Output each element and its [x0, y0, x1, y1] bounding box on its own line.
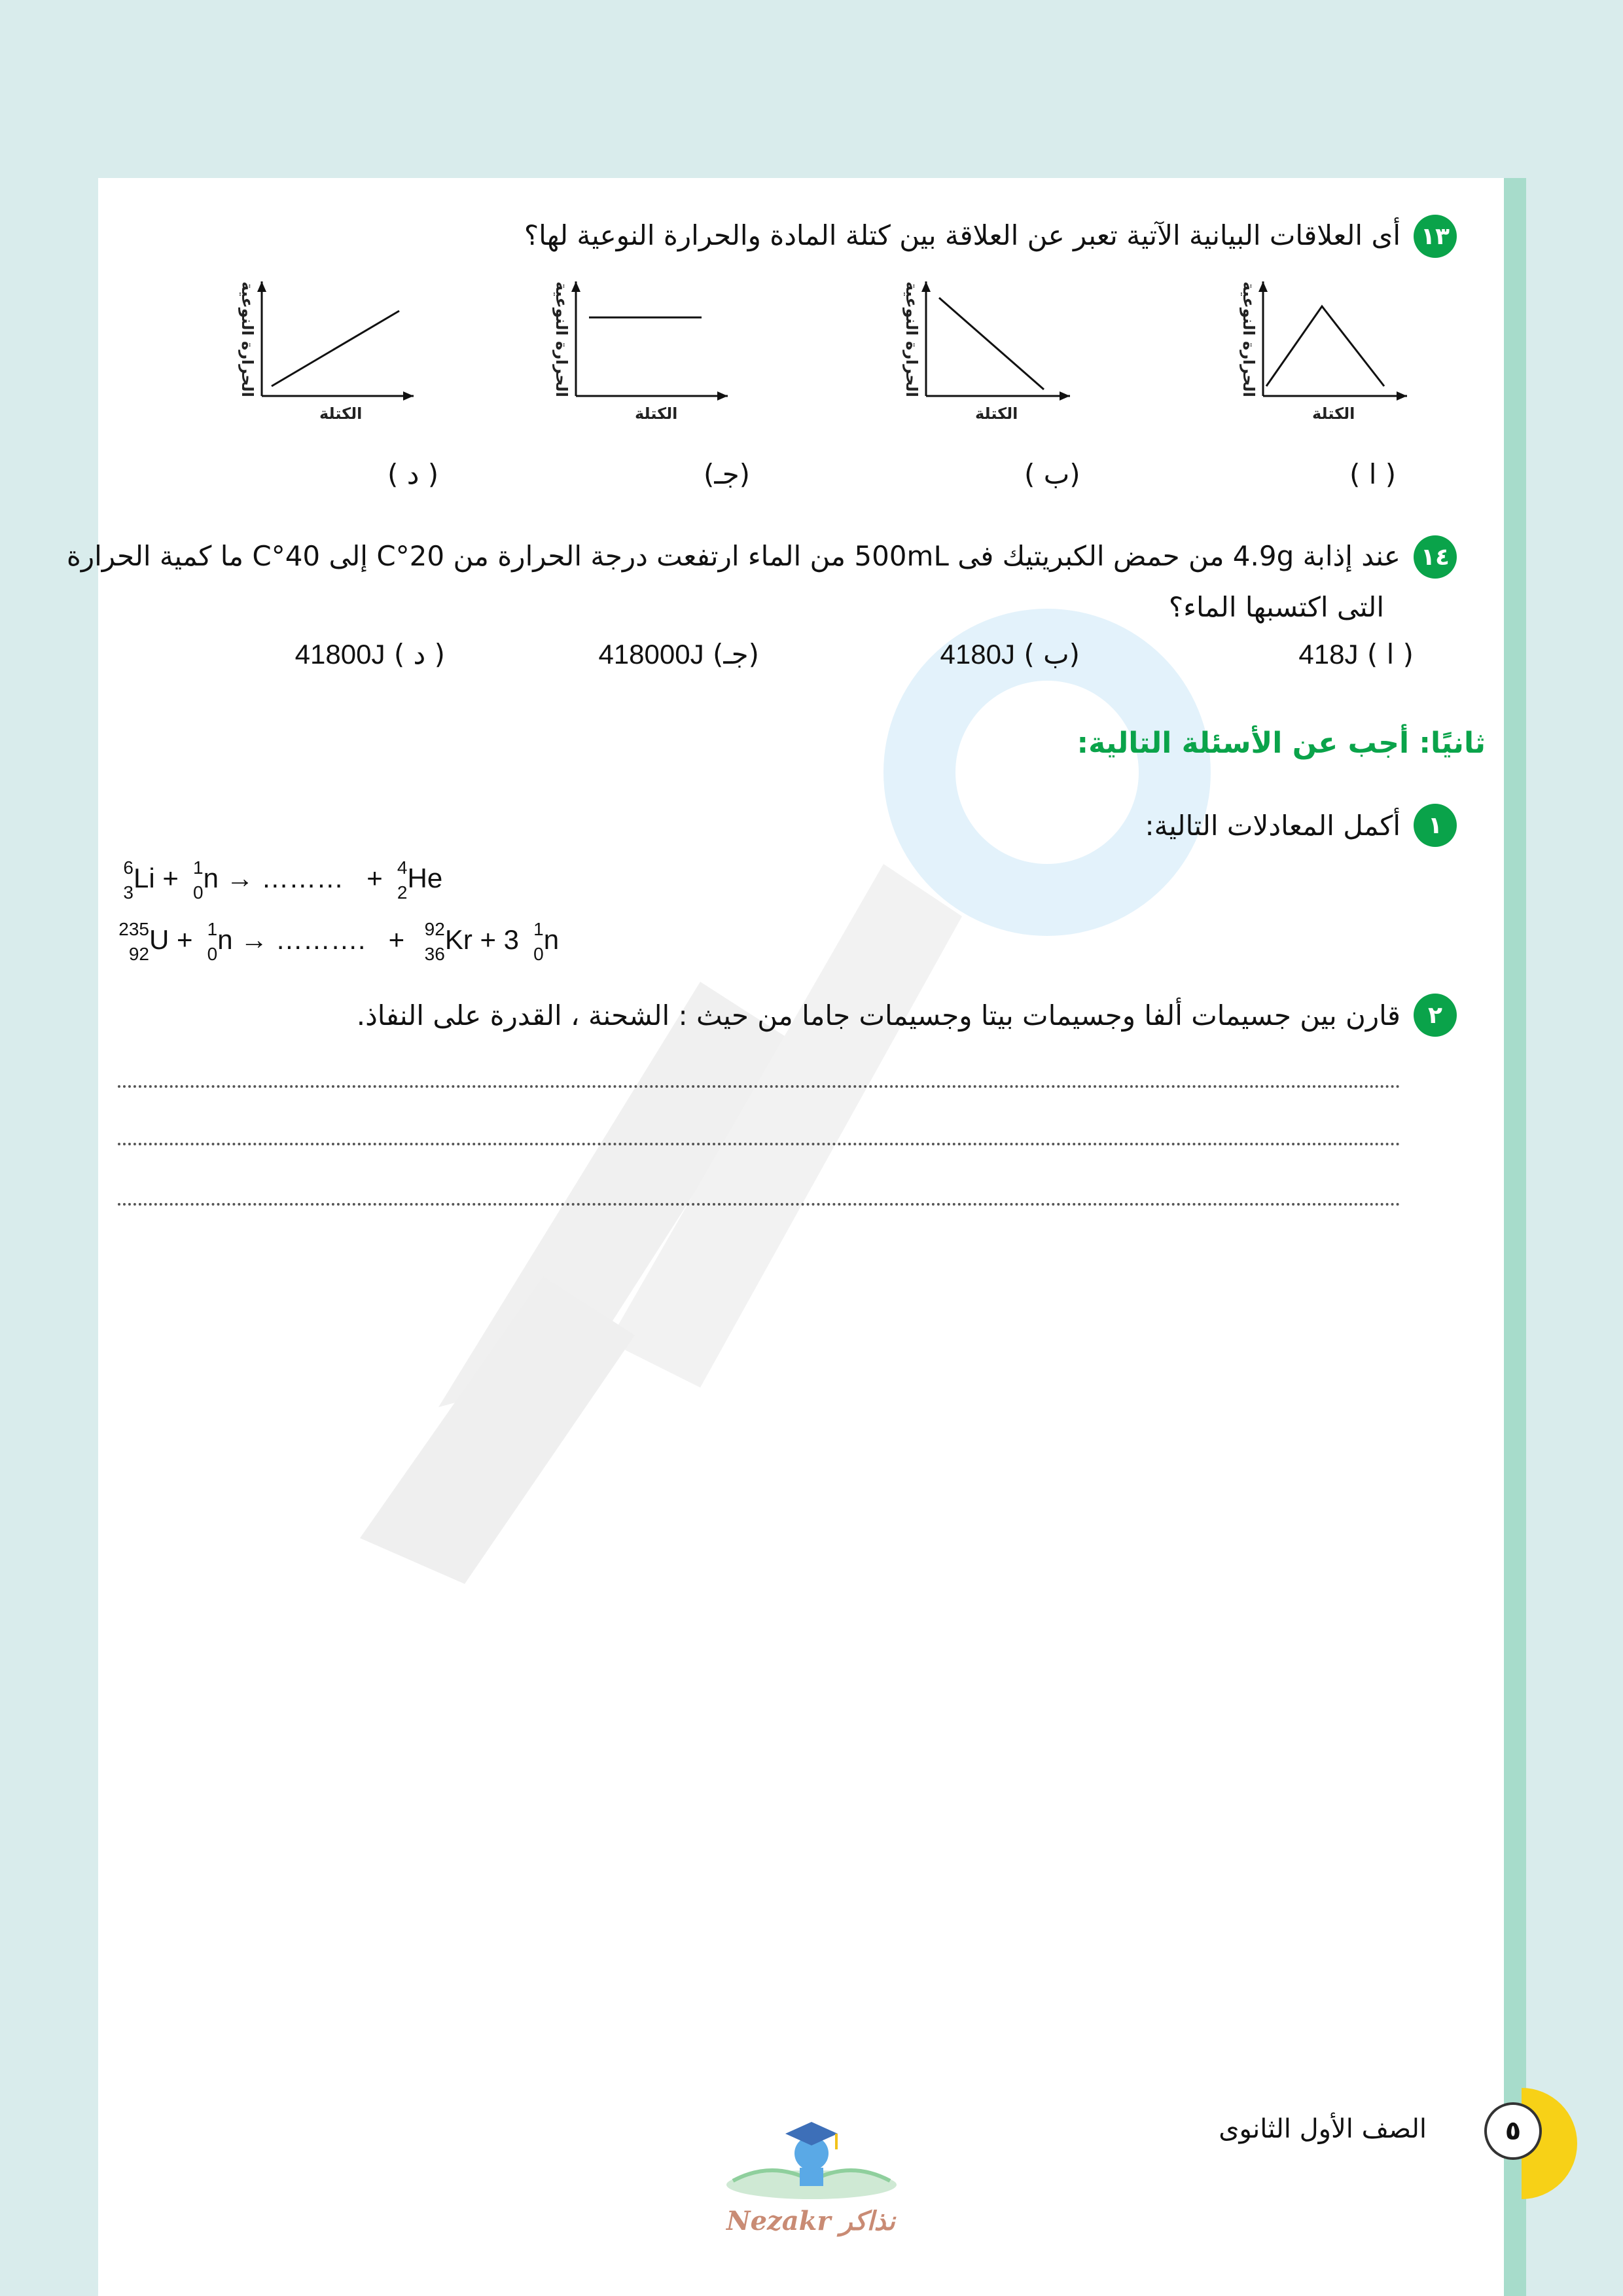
- q14-option-c-label: (جـ): [712, 638, 759, 670]
- graph-d-ylabel: الحرارة النوعية: [238, 281, 257, 397]
- plus-coefficient: + 3: [480, 924, 520, 955]
- q14-option-d-label: ( د ): [393, 638, 445, 670]
- graph-d-xlabel: الكتلة: [319, 404, 363, 423]
- graph-c-ylabel: الحرارة النوعية: [552, 281, 571, 397]
- neutron-symbol: n: [217, 924, 233, 955]
- plus-sign: +: [177, 924, 193, 955]
- answer-line-3[interactable]: [118, 1203, 1400, 1206]
- li-symbol: Li: [134, 863, 155, 893]
- n-nuclide-numbers: 1 0: [193, 857, 204, 903]
- graph-a-ylabel: الحرارة النوعية: [1240, 281, 1258, 397]
- n2-nuclide-numbers: 1 0: [533, 918, 544, 964]
- graduation-cap-icon: [713, 2108, 910, 2206]
- n-nuclide-numbers: 1 0: [207, 918, 218, 964]
- answer-line-1[interactable]: [118, 1085, 1400, 1088]
- question-14-line1: عند إذابة 4.9g من حمض الكبريتيك فى 500mL من الماء ارتفعت درجة الحرارة من 20°C إلى 40°C ما كمية الحرارة: [66, 540, 1400, 572]
- q14-option-a: [1298, 638, 1414, 670]
- page-number: ٥: [1484, 2102, 1542, 2160]
- question-14-line2: التى اكتسبها الماء؟: [1168, 591, 1384, 623]
- question-14-number: ١٤: [1414, 535, 1457, 579]
- side-strip: [1504, 178, 1526, 2296]
- plus-sign: +: [162, 863, 179, 893]
- q14-option-c-value: 418000J: [598, 639, 704, 670]
- graph-c-label: (جـ): [704, 458, 751, 490]
- graph-b-ylabel: الحرارة النوعية: [902, 281, 921, 397]
- q14-option-a-value: 418J: [1298, 639, 1359, 670]
- s2-question-2-text: قارن بين جسيمات ألفا وجسيمات بيتا وجسيمات جاما من حيث : الشحنة ، القدرة على النفاذ.: [356, 999, 1400, 1031]
- plus-sign: +: [388, 924, 405, 955]
- reaction-arrow-blank[interactable]: → ………: [226, 863, 344, 893]
- graph-a: [1217, 268, 1420, 439]
- logo-text: Nezakr نذاكر: [726, 2206, 895, 2236]
- question-13-number: ١٣: [1414, 215, 1457, 258]
- li-nuclide-numbers: 6 3: [123, 857, 134, 903]
- graph-c: [550, 268, 753, 439]
- footer-logo: [713, 2108, 910, 2238]
- u-nuclide-numbers: 235 92: [118, 918, 149, 964]
- reaction-arrow-blank[interactable]: → ……….: [240, 924, 366, 955]
- graph-b-xlabel: الكتلة: [975, 404, 1018, 423]
- kr-nuclide-numbers: 92 36: [424, 918, 445, 964]
- q14-option-d: [295, 638, 445, 670]
- he-symbol: He: [407, 863, 443, 893]
- q14-option-d-value: 41800J: [294, 639, 385, 670]
- neutron-symbol: n: [203, 863, 219, 893]
- q14-option-b-label: (ب ): [1024, 638, 1080, 670]
- equation-1: [116, 857, 443, 903]
- graph-d: [229, 268, 432, 439]
- graph-a-label: ( ا ): [1349, 458, 1397, 490]
- graph-d-label: ( د ): [387, 458, 439, 490]
- kr-symbol: Kr: [444, 924, 473, 955]
- s2-question-2-number: ٢: [1414, 994, 1457, 1037]
- graph-c-xlabel: الكتلة: [635, 404, 678, 423]
- plus-sign: +: [366, 863, 383, 893]
- equation-2: [116, 918, 560, 964]
- footer-grade: الصف الأول الثانوى: [1219, 2114, 1427, 2144]
- graph-b: [880, 268, 1083, 439]
- answer-line-2[interactable]: [118, 1143, 1400, 1145]
- q14-option-c: [598, 638, 759, 670]
- s2-question-1-text: أكمل المعادلات التالية:: [1145, 810, 1400, 842]
- question-13-text: أى العلاقات البيانية الآتية تعبر عن العلاقة بين كتلة المادة والحرارة النوعية لها؟: [524, 219, 1400, 251]
- section-2-title: ثانيًا: أجب عن الأسئلة التالية:: [1077, 726, 1486, 760]
- he-nuclide-numbers: 4 2: [397, 857, 408, 903]
- graph-b-label: (ب ): [1024, 458, 1080, 490]
- q14-option-a-label: ( ا ): [1366, 638, 1414, 670]
- u-symbol: U: [149, 924, 169, 955]
- q14-option-b: [940, 638, 1080, 670]
- s2-question-1-number: ١: [1414, 804, 1457, 847]
- graph-a-xlabel: الكتلة: [1312, 404, 1355, 423]
- neutron-symbol: n: [543, 924, 560, 955]
- q14-option-b-value: 4180J: [940, 639, 1015, 670]
